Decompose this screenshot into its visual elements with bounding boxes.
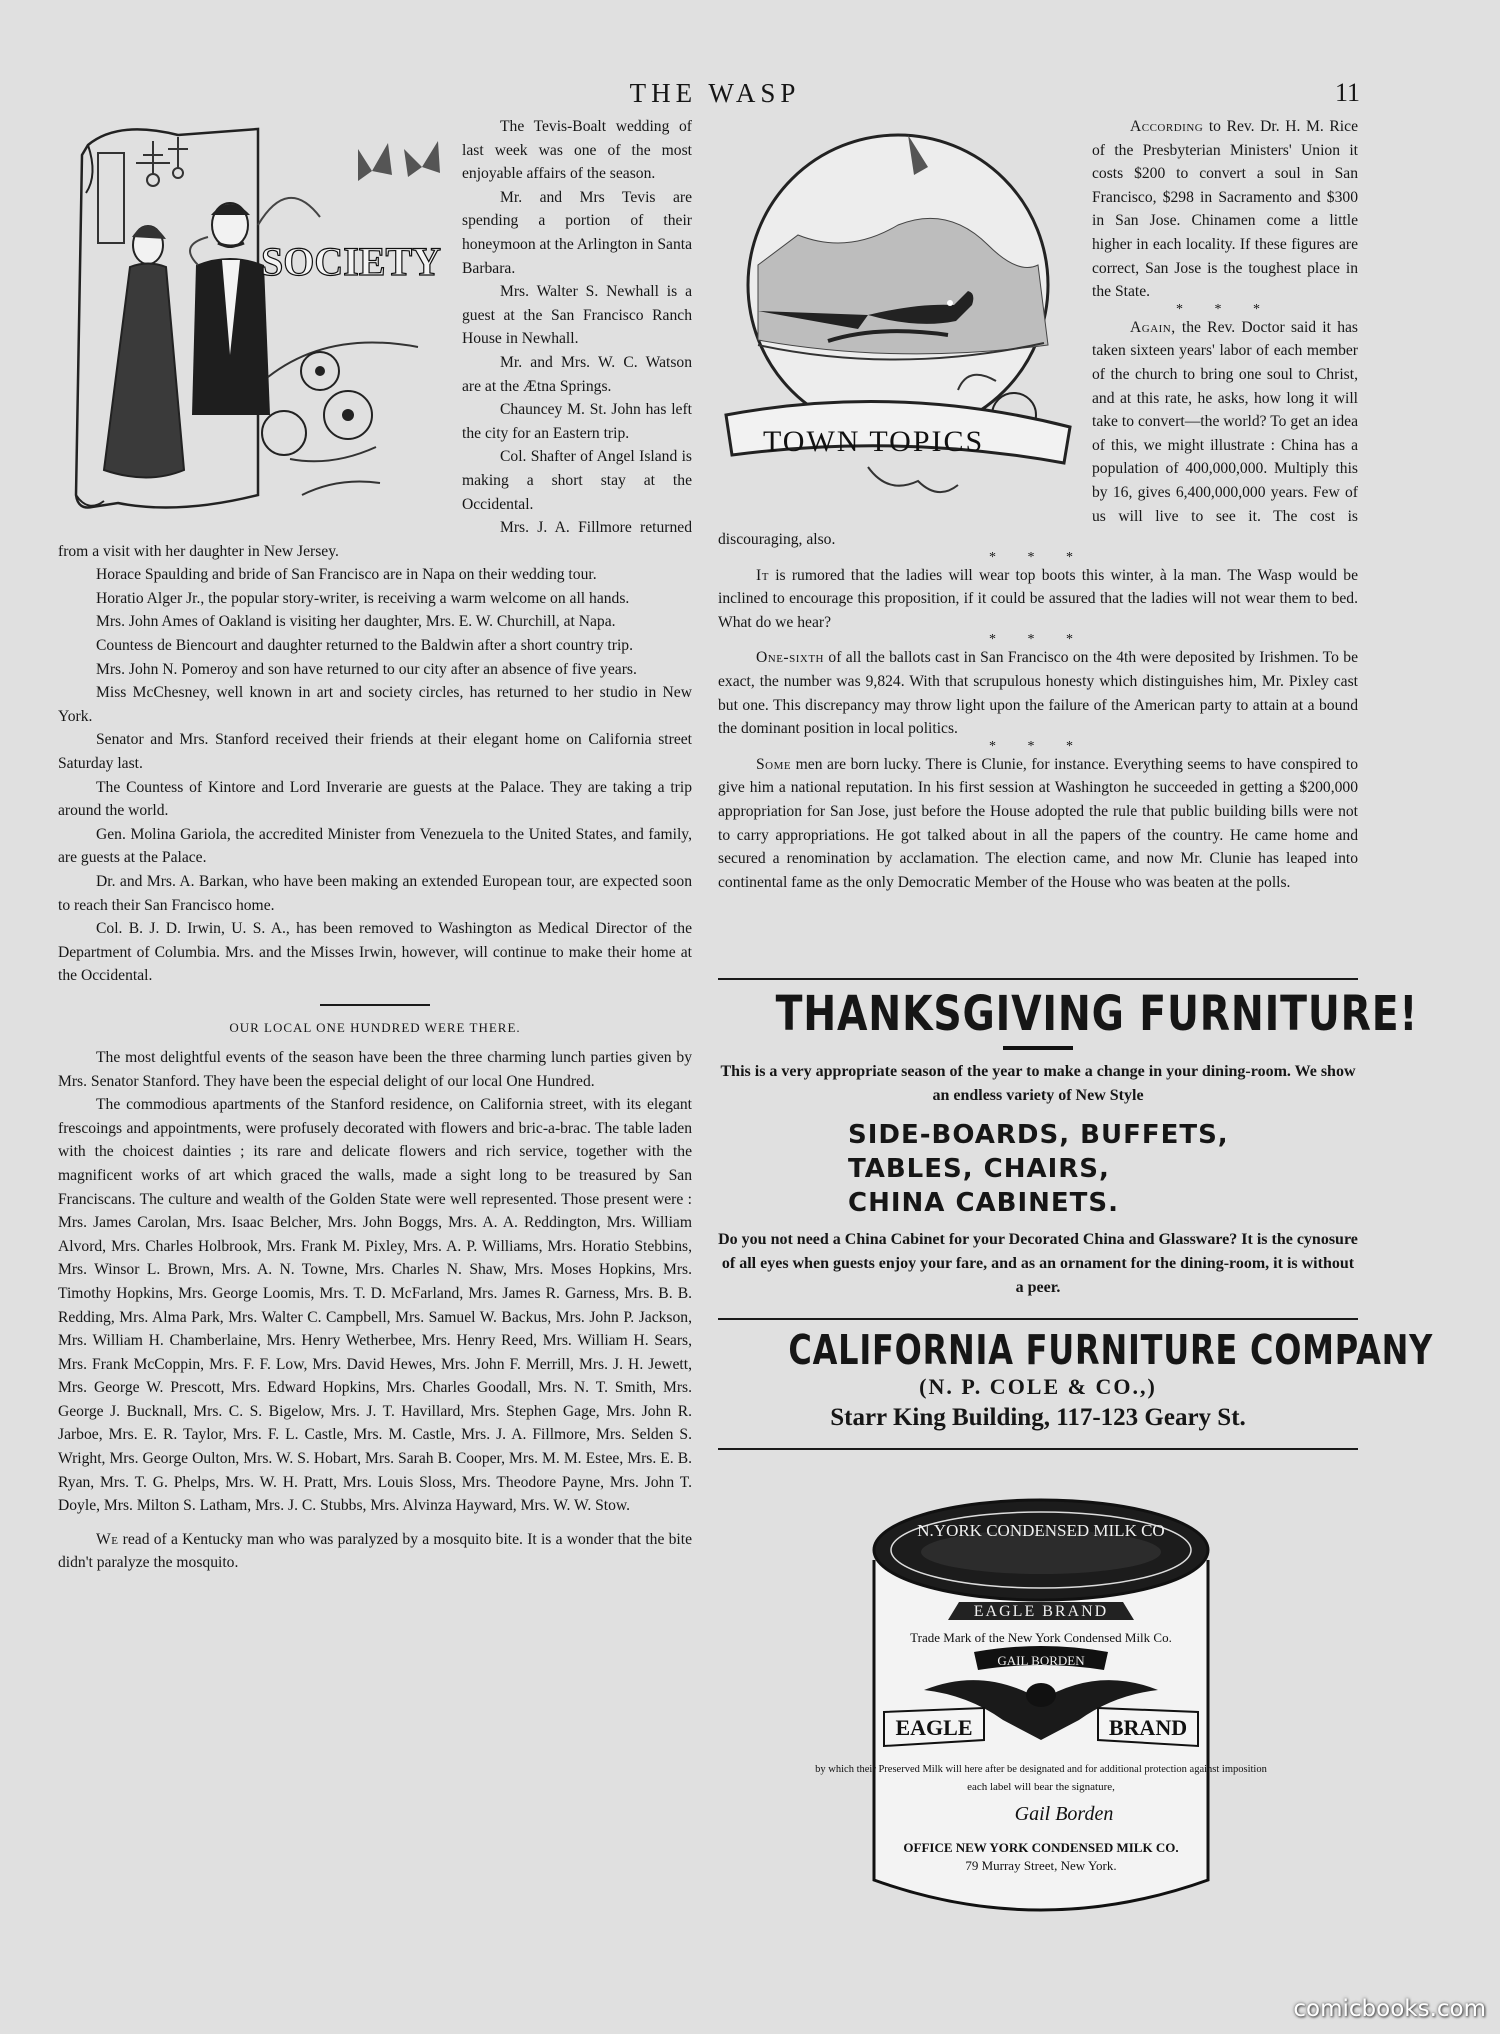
ad-mid-rule bbox=[718, 1318, 1358, 1320]
ad-product-line: TABLES, CHAIRS, bbox=[848, 1154, 1110, 1184]
can-trademark: Trade Mark of the New York Condensed Milk Co. bbox=[910, 1630, 1172, 1645]
society-paragraph: Chauncey M. St. John has left the city for an Eastern trip. bbox=[462, 401, 692, 442]
society-column bbox=[58, 115, 692, 1575]
society-paragraph: Gen. Molina Gariola, the accredited Minister from Venezuela to the United States, and family, are guests at the Palace. bbox=[58, 825, 692, 867]
society-paragraph: Horace Spaulding and bride of San Francisco are in Napa on their wedding tour. bbox=[96, 566, 597, 584]
can-signature: Gail Borden bbox=[1014, 1803, 1114, 1825]
item-lead: One-sixth bbox=[756, 649, 825, 667]
section-divider bbox=[320, 1004, 430, 1006]
society-paragraph: Mr. and Mrs Tevis are spending a portion of their honeymoon at the Arlington in Santa Barbara. bbox=[462, 188, 692, 277]
society-paragraph: Horatio Alger Jr., the popular story-writer, is receiving a warm welcome on all hands. bbox=[96, 589, 630, 607]
can-right-flag: BRAND bbox=[1108, 1715, 1188, 1740]
ad-top-rule bbox=[718, 978, 1358, 980]
society-paragraph: Mrs. John N. Pomeroy and son have returned to our city after an absence of five years. bbox=[96, 660, 637, 678]
ad-proprietor: (N. P. COLE & CO.,) bbox=[919, 1374, 1157, 1399]
eagle-brand-can-ad bbox=[815, 1490, 1267, 1930]
item-text: read of a Kentucky man who was paralyzed by a mosquito bite. It is a wonder that the bite didn't paralyze the mosquito. bbox=[58, 1530, 692, 1572]
item-lead: We bbox=[96, 1530, 119, 1548]
item-lead: Again, bbox=[1130, 318, 1176, 336]
society-paragraph: The Countess of Kintore and Lord Inverarie are guests at the Palace. They are taking a trip around the world. bbox=[58, 778, 692, 820]
furniture-advertisement bbox=[718, 978, 1434, 1450]
ad-product-line: CHINA CABINETS. bbox=[848, 1188, 1120, 1218]
ad-bottom-rule bbox=[718, 1448, 1358, 1450]
item-text: is rumored that the ladies will wear top boots this winter, à la man. The Wasp would be inclined to encourage this proposition, if it could be assured that the ladies will not wear them to bed. What do we hear? bbox=[718, 566, 1359, 631]
topic-item bbox=[718, 564, 1358, 635]
society-heading-art: SOCIETY bbox=[261, 239, 442, 284]
can-notice-line: by which their Preserved Milk will here after be designated and for additional protection against imposition bbox=[815, 1764, 1267, 1775]
society-paragraph: Mr. and Mrs. W. C. Watson are at the Ætna Springs. bbox=[462, 353, 692, 395]
can-brand-band: EAGLE BRAND bbox=[973, 1603, 1109, 1620]
topic-item bbox=[718, 646, 1358, 740]
town-topics-banner: TOWN TOPICS bbox=[763, 425, 985, 458]
star-separator: * * * bbox=[989, 738, 1087, 754]
ad-company-name: CALIFORNIA FURNITURE COMPANY bbox=[788, 1326, 1434, 1374]
can-rim-text: N.YORK CONDENSED MILK CO bbox=[917, 1521, 1165, 1540]
ad-product-list bbox=[718, 1118, 1358, 1220]
society-paragraph: Countess de Biencourt and daughter returned to the Baldwin after a short country trip. bbox=[96, 637, 633, 655]
society-paragraph: Mrs. John Ames of Oakland is visiting her daughter, Mrs. E. W. Churchill, at Napa. bbox=[96, 613, 616, 631]
town-topics-column bbox=[718, 115, 1358, 894]
page-number: 11 bbox=[1334, 78, 1360, 107]
society-paragraph: Col. B. J. D. Irwin, U. S. A., has been removed to Washington as Medical Director of the Department of Columbia. Mrs. and the Misses Irwin, however, will continue to make their home at the Occidental. bbox=[58, 920, 692, 985]
ad-product-line: SIDE-BOARDS, BUFFETS, bbox=[848, 1120, 1229, 1150]
can-notice-line: each label will bear the signature, bbox=[967, 1781, 1115, 1793]
society-paragraph: Senator and Mrs. Stanford received their friends at their elegant home on California street Saturday last. bbox=[58, 731, 692, 773]
item-lead: It bbox=[756, 566, 769, 584]
can-left-flag: EAGLE bbox=[895, 1715, 973, 1740]
can-office-line: 79 Murray Street, New York. bbox=[965, 1858, 1117, 1873]
local-paragraph: The commodious apartments of the Stanford residence, on California street, with its elegant frescoings and appointments, were profusely decorated with flowers and bric-a-brac. The table laden with the choicest dainties ; its rare and delicate flowers and rich service, together with the magnificent works of art which graced the walls, made a sight long to be treasured by San Franciscans. The culture and wealth of the Golden State were well represented. Those present were : Mrs. James Carolan, Mrs. Isaac Belcher, Mrs. John Boggs, Mrs. A. A. Reddington, Mrs. William Alvord, Mrs. Charles Holbrook, Mrs. Frank M. Pixley, Mrs. A. P. Williams, Mrs. Horatio Stebbins, Mrs. Winsor L. Brown, Mrs. A. N. Towne, Mrs. Charles N. Shaw, Mrs. Moses Hopkins, Mrs. Timothy Hopkins, Mrs. George Loomis, Mrs. T. D. McFarland, Mrs. James R. Garness, Mrs. B. B. Redding, Mrs. Alma Park, Mrs. Walter C. Campbell, Mrs. Samuel W. Backus, Mrs. John P. Jackson, Mrs. William H. Chamberlaine, Mrs. Henry Wetherbee, Mrs. Henry Reed, Mrs. William H. Sears, Mrs. Frank McCoppin, Mrs. F. F. Low, Mrs. David Hewes, Mrs. John F. Merrill, Mrs. J. H. Jewett, Mrs. George W. Prescott, Mrs. Edward Hopkins, Mrs. Charles Goodall, Mrs. N. T. Smith, Mrs. George J. Bucknall, Mrs. C. S. Bigelow, Mrs. J. T. Havillard, Mrs. Stephen Gage, Mrs. John R. Jarboe, Mrs. E. R. Taylor, Mrs. F. L. Castle, Mrs. M. Castle, Mrs. J. A. Fillmore, Mrs. Selden S. Wright, Mrs. George Oulton, Mrs. W. S. Hobart, Mrs. Sarah B. Cooper, Mrs. M. M. Estee, Mrs. E. B. Ryan, Mrs. T. G. Phelps, Mrs. W. H. Pratt, Mrs. Louis Sloss, Mrs. Theodore Payne, Mrs. John T. Doyle, Mrs. Milton S. Latham, Mrs. J. C. Stubbs, Mrs. Alvinza Hayward, Mrs. W. W. Stow. bbox=[58, 1096, 692, 1515]
item-text: of all the ballots cast in San Francisco on the 4th were deposited by Irishmen. To be exact, the number was 9,824. With that scrupulous honesty which distinguishes him, Mr. Pixley cast but one. This discrepancy may throw light upon the failure of the American party to attain at a bound the dominant position in local politics. bbox=[718, 649, 1358, 738]
ad-pitch: Do you not need a China Cabinet for your Decorated China and Glassware? It is the cynosure of all eyes when guests enjoy your fare, and as an ornament for the dining-room, it is without a peer. bbox=[718, 1231, 1358, 1296]
star-separator: * * * bbox=[989, 632, 1087, 648]
item-lead: According bbox=[1130, 118, 1204, 135]
magazine-title: THE WASP bbox=[629, 78, 801, 108]
society-paragraph: Mrs. J. A. Fillmore returned from a visit with her daughter in New Jersey. bbox=[58, 519, 692, 560]
town-topics-illustration bbox=[718, 115, 1078, 510]
ad-address: Starr King Building, 117-123 Geary St. bbox=[830, 1404, 1246, 1431]
ad-intro: This is a very appropriate season of the year to make a change in your dining-room. We show an endless variety of New Style bbox=[720, 1063, 1356, 1104]
society-paragraph: Col. Shafter of Angel Island is making a short stay at the Occidental. bbox=[462, 448, 692, 513]
ad-headline: THANKSGIVING FURNITURE! bbox=[775, 986, 1419, 1042]
society-illustration bbox=[58, 115, 448, 515]
society-paragraph: Miss McChesney, well known in art and society circles, has returned to her studio in New York. bbox=[58, 684, 692, 725]
item-lead: Some bbox=[756, 755, 792, 773]
item-text: the Rev. Doctor said it has taken sixteen years' labor of each member of the church to bring one soul to Christ, and at this rate, he asks, how long it will take to convert—the world? To get an idea of this, we might illustrate : China has a population of 400,000,000. Multiply this by 16, gives 6,400,000,000 years. Few of us will live to see it. The cost is discouraging, also. bbox=[718, 318, 1358, 549]
site-watermark: comicbooks.com bbox=[1293, 1996, 1486, 2022]
item-text: to Rev. Dr. H. M. Rice of the Presbyterian Ministers' Union it costs $200 to convert a soul in San Francisco, $298 in Sacramento and $300 in San Jose. Chinamen come a little higher in each locality. If these figures are correct, San Jose is the toughest place in the State. bbox=[1092, 118, 1358, 301]
topic-item bbox=[718, 753, 1358, 895]
society-paragraph: Mrs. Walter S. Newhall is a guest at the San Francisco Ranch House in Newhall. bbox=[462, 283, 692, 348]
item-text: men are born lucky. There is Clunie, for instance. Everything seems to have conspired to give him a national reputation. In his first session at Washington he succeeded in getting a $200,000 appropriation for San Jose, just before the House adopted the rule that public building bills were not to carry appropriations. He got talked about in all the papers of the country. He came home and secured a renomination by acclamation. The election came, and now Mr. Clunie has leaped into continental fame as the only Democratic Member of the House who was beaten at the polls. bbox=[718, 755, 1358, 891]
society-paragraph: Dr. and Mrs. A. Barkan, who have been making an extended European tour, are expected soon to reach their San Francisco home. bbox=[58, 873, 692, 914]
local-hundred-heading: OUR LOCAL ONE HUNDRED WERE THERE. bbox=[229, 1019, 521, 1035]
star-separator: * * * bbox=[1176, 301, 1274, 317]
can-office-line: OFFICE NEW YORK CONDENSED MILK CO. bbox=[903, 1840, 1179, 1855]
star-separator: * * * bbox=[989, 549, 1087, 565]
can-ribbon: GAIL BORDEN bbox=[997, 1653, 1085, 1668]
running-head bbox=[0, 78, 1500, 108]
ad-ornament-rule bbox=[1003, 1046, 1073, 1050]
local-paragraph: The most delightful events of the season have been the three charming lunch parties given by Mrs. Senator Stanford. They have been the especial delight of our local One Hundred. bbox=[58, 1048, 692, 1090]
society-paragraph: The Tevis-Boalt wedding of last week was one of the most enjoyable affairs of the season. bbox=[462, 118, 692, 183]
kentucky-item bbox=[58, 1528, 692, 1575]
